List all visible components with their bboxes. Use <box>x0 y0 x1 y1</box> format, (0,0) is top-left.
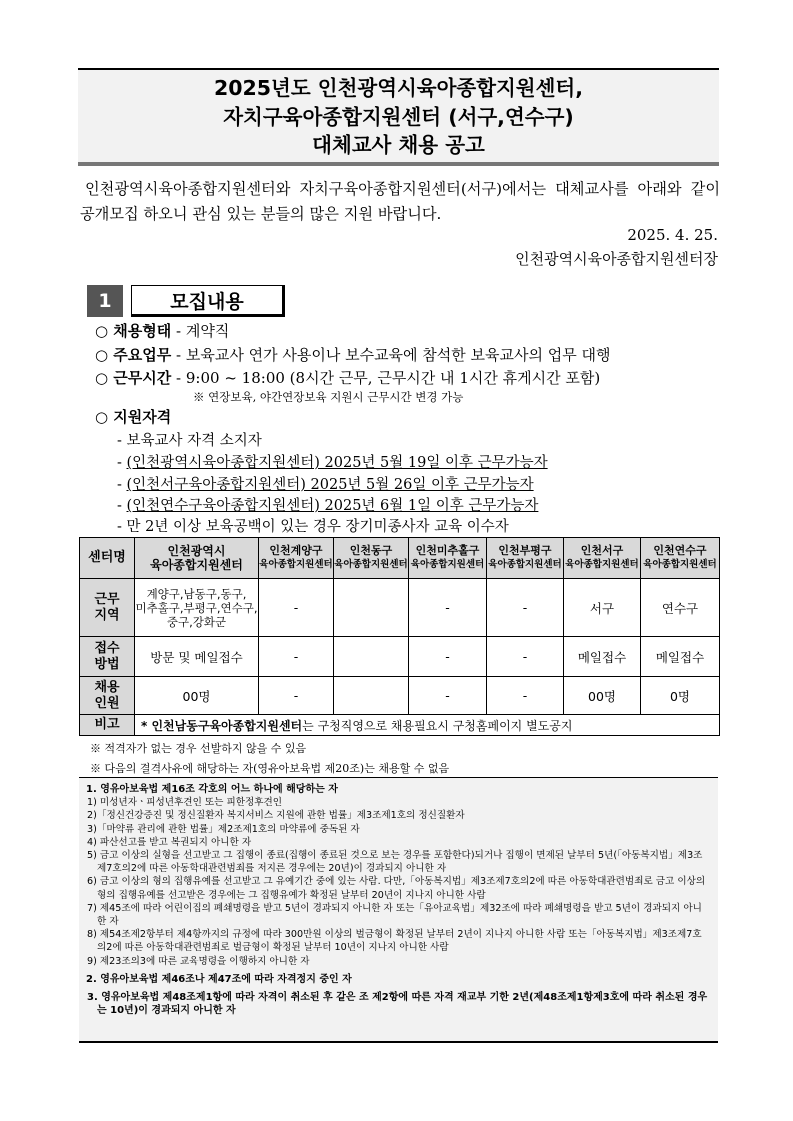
qualification-item: - 만 2년 이상 보육공백이 있는 경우 장기미종사자 교육 이수자 <box>117 519 509 535</box>
row-header: 접수 방법 <box>80 637 135 677</box>
employment-type-label: ○ 채용형태 <box>95 322 172 340</box>
table-cell: - <box>259 637 334 677</box>
main-duty-row <box>95 344 611 365</box>
table-cell: - <box>259 677 334 715</box>
table-cell: - <box>487 637 564 677</box>
work-hours-value: - 9:00 ~ 18:00 (8시간 근무, 근무시간 내 1시간 휴게시간 포함) <box>171 369 601 387</box>
table-cell: - <box>487 677 564 715</box>
employment-type-row <box>95 320 229 341</box>
table-cell: 메일접수 <box>564 637 641 677</box>
table-cell <box>334 579 409 637</box>
table-header: 인천광역시 육아종합지원센터 <box>135 538 259 579</box>
table-cell: - <box>487 579 564 637</box>
table-note-row <box>80 715 720 736</box>
work-hours-note: ※ 연장보육, 야간연장보육 지원시 근무시간 변경 가능 <box>193 390 464 404</box>
qualification-item: - 보육교사 자격 소지자 <box>117 433 262 449</box>
disqualify-item: 2)「정신건강증진 및 정신질환자 복지서비스 지원에 관한 법률」제3조제1호의 정신질환자 <box>87 810 465 822</box>
title-box <box>78 68 719 166</box>
disqualify-heading-1: 1. 영유아보육법 제16조 각호의 어느 하나에 해당하는 자 <box>86 784 338 795</box>
qualification-item: - (인천서구육아종합지원센터) 2025년 5월 26일 이후 근무가능자 <box>117 477 534 493</box>
title-line-1: 2025년도 인천광역시육아종합지원센터, <box>213 76 584 100</box>
table-row <box>80 677 720 715</box>
table-header: 인천서구 육아종합지원센터 <box>564 538 641 579</box>
table-cell: - <box>409 579 487 637</box>
table-cell: 00명 <box>135 677 259 715</box>
remark-line: ※ 다음의 결격사유에 해당하는 자(영유아보육법 제20조)는 채용할 수 없음 <box>90 762 450 775</box>
disqualify-item: 8) 제54조제2항부터 제4항까지의 규정에 따라 300만원 이상의 벌금형이 확정된 날부터 2년이 지나지 아니한 사람 또는「아동복지법」제3조제7호의2에 따른 아동학대관련범죄로 벌금형이 확정된 날부터 10년이 지나지 아니한 사람 <box>87 929 702 954</box>
table-header: 인천계양구 육아종합지원센터 <box>259 538 334 579</box>
remark-line: ※ 적격자가 없는 경우 선발하지 않을 수 있음 <box>90 742 307 755</box>
table-cell: 00명 <box>564 677 641 715</box>
table-cell: - <box>259 579 334 637</box>
table-header: 인천연수구 육아종합지원센터 <box>641 538 720 579</box>
table-cell: 방문 및 메일접수 <box>135 637 259 677</box>
disqualify-heading-2: 2. 영유아보육법 제46조나 제47조에 따라 자격정지 중인 자 <box>86 973 352 985</box>
disqualify-item: 7) 제45조에 따라 어린이집의 폐쇄명령을 받고 5년이 경과되지 아니한 자 또는「유아교육법」제32조에 따라 폐쇄명령을 받고 5년이 경과되지 아니한 자 <box>87 902 702 928</box>
table-cell: - <box>409 637 487 677</box>
disqualify-item: 4) 파산선고를 받고 복권되지 아니한 자 <box>87 836 252 848</box>
title-line-2: 자치구육아종합지원센터 (서구,연수구) <box>223 104 574 129</box>
disqualification-box <box>79 777 718 1043</box>
disqualify-item: 9) 제23조의3에 따른 교육명령을 이행하지 아니한 자 <box>87 955 310 967</box>
table-cell: 연수구 <box>641 579 720 637</box>
row-header: 근무 지역 <box>80 579 135 637</box>
main-duty-label: ○ 주요업무 <box>95 346 172 364</box>
table-header-row <box>80 538 720 579</box>
qualification-item: - (인천광역시육아종합지원센터) 2025년 5월 19일 이후 근무가능자 <box>117 455 548 471</box>
disqualify-item: 1) 미성년자ㆍ피성년후견인 또는 피한정후견인 <box>87 797 283 809</box>
table-row <box>80 579 720 637</box>
issuer-name: 인천광역시육아종합지원센터장 <box>515 250 718 268</box>
section-title: 모집내용 <box>131 285 285 317</box>
table-cell: 0명 <box>641 677 720 715</box>
announcement-date: 2025. 4. 25. <box>627 226 718 244</box>
disqualify-item: 3)「마약류 관리에 관한 법률」제2조제1호의 마약류에 중독된 자 <box>87 823 360 835</box>
disqualify-item: 6) 금고 이상의 형의 집행유예를 선고받고 그 유예기간 중에 있는 사람. 다만,「아동복지법」제3조제7호의2에 따른 아동학대관련범죄로 금고 이상의 형의 집행유예를 선고받은 경우에는 그 집행유예가 확정된 날부터 20년이 지나지 아니한 사람 <box>87 876 706 901</box>
table-cell: 메일접수 <box>641 637 720 677</box>
row-header: 채용 인원 <box>80 677 135 715</box>
section-number: 1 <box>87 285 123 317</box>
main-duty-value: - 보육교사 연가 사용이나 보수교육에 참석한 보육교사의 업무 대행 <box>171 346 611 364</box>
table-cell <box>334 637 409 677</box>
table-corner: 센터명 <box>80 538 135 579</box>
table-cell <box>334 677 409 715</box>
table-header: 인천동구 육아종합지원센터 <box>334 538 409 579</box>
disqualify-item: 5) 금고 이상의 실형을 선고받고 그 집행이 종료(집행이 종료된 것으로 보는 경우를 포함한다)되거나 집행이 면제된 날부터 5년(「아동복지법」제3조제7호의2에 따른 아동학대관련범죄를 저지른 경우에는 20년)이 경과되지 아니한 자 <box>87 850 703 875</box>
work-hours-label: ○ 근무시간 <box>95 369 172 387</box>
table-header: 인천미추홀구 육아종합지원센터 <box>409 538 487 579</box>
table-cell: 계양구,남동구,동구, 미추홀구,부평구,연수구, 중구,강화군 <box>135 579 259 637</box>
note-header: 비고 <box>80 715 135 736</box>
work-hours-row <box>95 367 600 388</box>
note-cell: * 인천남동구육아종합지원센터는 구청직영으로 채용필요시 구청홈페이지 별도공지 <box>135 715 720 736</box>
table-cell: 서구 <box>564 579 641 637</box>
employment-type-value: - 계약직 <box>171 322 230 340</box>
center-table <box>79 537 720 736</box>
qualification-item: - (인천연수구육아종합지원센터) 2025년 6월 1일 이후 근무가능자 <box>117 498 539 514</box>
qualification-label: ○ 지원자격 <box>95 408 172 426</box>
table-header: 인천부평구 육아종합지원센터 <box>487 538 564 579</box>
table-cell: - <box>409 677 487 715</box>
title-line-3: 대체교사 채용 공고 <box>312 133 485 157</box>
intro-paragraph: 인천광역시육아종합지원센터와 자치구육아종합지원센터(서구)에서는 대체교사를 아래와 같이 공개모집 하오니 관심 있는 분들의 많은 지원 바랍니다. <box>80 180 720 223</box>
table-row <box>80 637 720 677</box>
disqualify-heading-3: 3. 영유아보육법 제48조제1항에 따라 자격이 취소된 후 같은 조 제2항에 따른 자격 재교부 기한 2년(제48조제1항제3호에 따라 취소된 경우는 10년)이 경과되지 아니한 자 <box>87 992 708 1017</box>
qualification-row <box>95 406 171 427</box>
